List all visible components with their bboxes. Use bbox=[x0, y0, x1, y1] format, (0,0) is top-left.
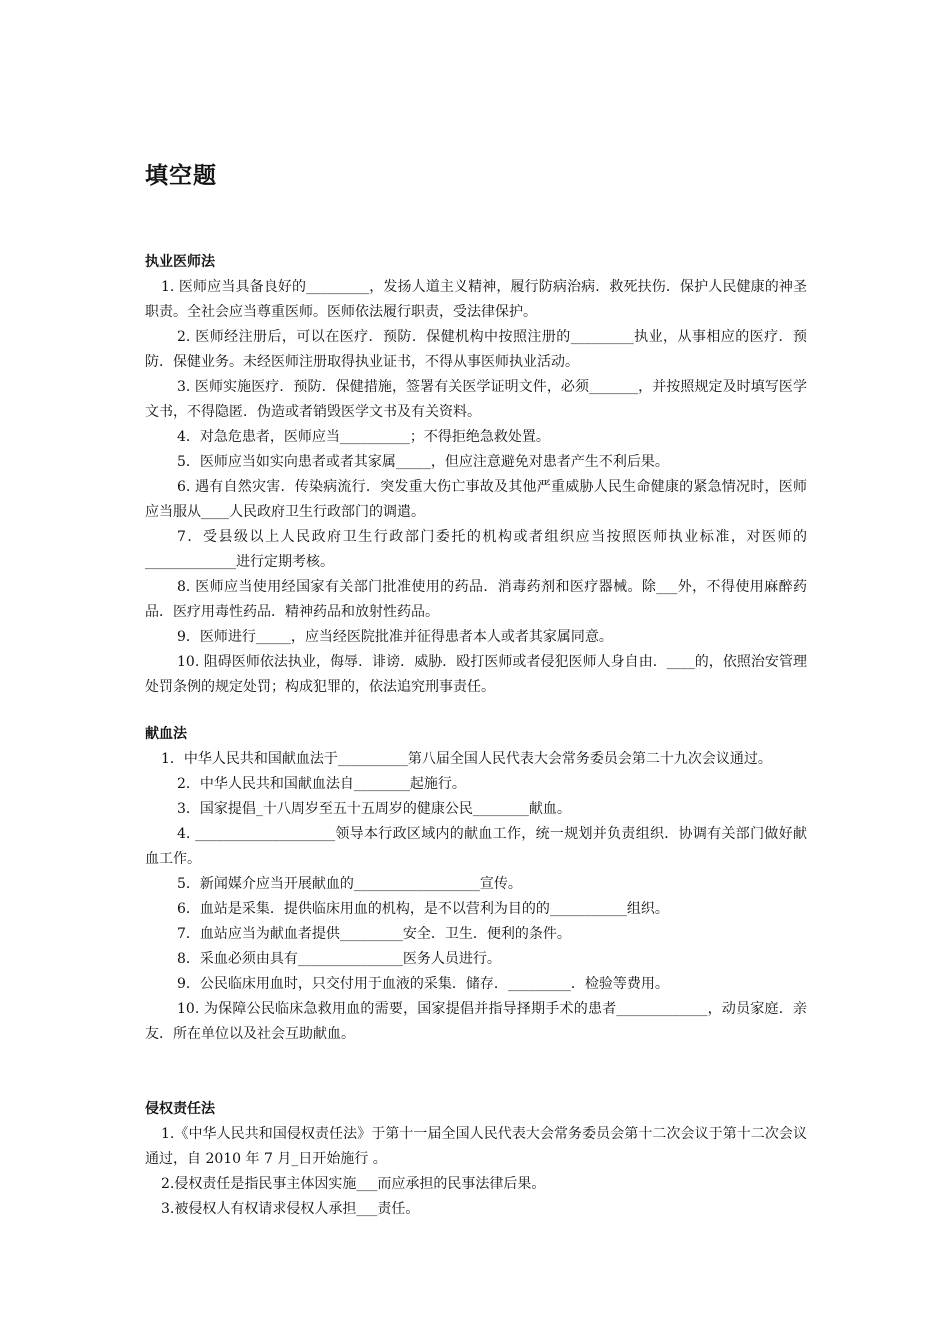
question-item: 4．对急危患者，医师应当__________；不得拒绝急救处置。 bbox=[177, 429, 550, 445]
page-title: 填空题 bbox=[145, 163, 217, 189]
question-item: 7．血站应当为献血者提供_________安全．卫生．便利的条件。 bbox=[177, 926, 571, 942]
question-item: 5．新闻媒介应当开展献血的__________________宣传。 bbox=[177, 876, 522, 892]
section-heading: 献血法 bbox=[145, 726, 187, 742]
question-item: 3. 医师实施医疗．预防．保健措施，签署有关医学证明文件，必须_______，并按照规定及时填写医学文书，不得隐匿．伪造或者销毁医学文书及有关资料。 bbox=[145, 379, 807, 420]
question-item: 4. ____________________领导本行政区域内的献血工作，统一规划并负责组织．协调有关部门做好献血工作。 bbox=[145, 826, 807, 867]
question-item: 1.《中华人民共和国侵权责任法》于第十一届全国人民代表大会常务委员会第十二次会议于第十二次会议通过，自 2010 年 7 月_日开始施行 。 bbox=[145, 1126, 807, 1167]
question-item: 10. 阻碍医师依法执业，侮辱．诽谤．威胁．殴打医师或者侵犯医师人身自由．____的，依照治安管理处罚条例的规定处罚；构成犯罪的，依法追究刑事责任。 bbox=[145, 654, 807, 695]
question-item: 2．中华人民共和国献血法自________起施行。 bbox=[177, 776, 466, 792]
question-item: 2.侵权责任是指民事主体因实施___而应承担的民事法律后果。 bbox=[161, 1176, 546, 1192]
question-item: 5．医师应当如实向患者或者其家属_____，但应注意避免对患者产生不利后果。 bbox=[177, 454, 669, 470]
question-item: 9．医师进行_____，应当经医院批准并征得患者本人或者其家属同意。 bbox=[177, 629, 613, 645]
section-blood-donation-law bbox=[145, 722, 807, 1047]
question-item: 7．受县级以上人民政府卫生行政部门委托的机构或者组织应当按照医师执业标准，对医师的_____________进行定期考核。 bbox=[145, 529, 807, 570]
section-physician-law bbox=[145, 250, 807, 700]
question-item: 3．国家提倡_十八周岁至五十五周岁的健康公民________献血。 bbox=[177, 801, 571, 817]
question-item: 6．血站是采集．提供临床用血的机构，是不以营利为目的的___________组织。 bbox=[177, 901, 669, 917]
question-item: 6. 遇有自然灾害．传染病流行．突发重大伤亡事故及其他严重威胁人民生命健康的紧急情况时，医师应当服从____人民政府卫生行政部门的调遣。 bbox=[145, 479, 807, 520]
question-item: 8. 医师应当使用经国家有关部门批准使用的药品．消毒药剂和医疗器械。除___外，不得使用麻醉药品．医疗用毒性药品．精神药品和放射性药品。 bbox=[145, 579, 807, 620]
question-item: 1. 医师应当具备良好的_________，发扬人道主义精神，履行防病治病．救死扶伤．保护人民健康的神圣职责。全社会应当尊重医师。医师依法履行职责，受法律保护。 bbox=[145, 279, 807, 320]
question-item: 3.被侵权人有权请求侵权人承担___责任。 bbox=[161, 1201, 420, 1217]
question-item: 10. 为保障公民临床急救用血的需要，国家提倡并指导择期手术的患者_____________，动员家庭．亲友．所在单位以及社会互助献血。 bbox=[145, 1001, 807, 1042]
section-tort-liability-law bbox=[145, 1097, 807, 1222]
question-item: 8．采血必须由具有_______________医务人员进行。 bbox=[177, 951, 501, 967]
question-item: 1．中华人民共和国献血法于__________第八届全国人民代表大会常务委员会第二十九次会议通过。 bbox=[161, 751, 772, 767]
section-heading: 执业医师法 bbox=[145, 254, 215, 270]
question-item: 9．公民临床用血时，只交付用于血液的采集．储存．_________．检验等费用。 bbox=[177, 976, 669, 992]
question-item: 2. 医师经注册后，可以在医疗．预防．保健机构中按照注册的_________执业，从事相应的医疗．预防．保健业务。未经医师注册取得执业证书，不得从事医师执业活动。 bbox=[145, 329, 807, 370]
section-heading: 侵权责任法 bbox=[145, 1101, 215, 1117]
